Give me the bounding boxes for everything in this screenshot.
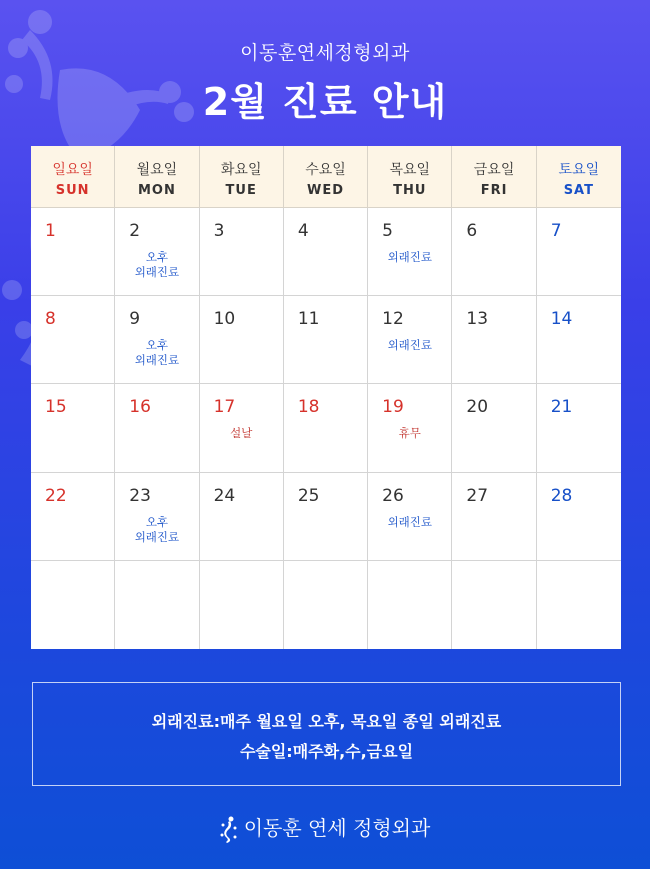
day-number: 6 — [466, 221, 478, 241]
day-number: 10 — [213, 309, 236, 330]
day-cell — [452, 473, 536, 561]
clinic-note: 오후 외래진료 — [134, 250, 180, 279]
day-number: 8 — [45, 309, 56, 330]
day-cell — [200, 473, 284, 561]
day-cell — [31, 296, 115, 384]
day-cell — [368, 208, 452, 296]
weekday-en: SUN — [55, 183, 90, 198]
day-number: 17 — [213, 397, 236, 418]
day-number: 25 — [297, 485, 320, 506]
day-number: 28 — [550, 485, 573, 506]
weekday-header-sat — [537, 146, 621, 208]
day-cell — [115, 561, 199, 649]
weekday-ko: 화요일 — [220, 162, 262, 178]
day-cell — [200, 384, 284, 472]
weekday-ko: 토요일 — [558, 162, 600, 178]
weekday-header-thu — [368, 146, 452, 208]
weekday-header-fri — [452, 146, 536, 208]
weekday-ko: 일요일 — [52, 162, 93, 178]
day-cell — [537, 473, 621, 561]
weekday-en: WED — [306, 183, 344, 198]
day-cell — [537, 384, 621, 472]
day-cell — [537, 561, 621, 649]
clinic-note: 외래진료 — [387, 250, 432, 264]
day-cell — [31, 561, 115, 649]
gecko-icon — [220, 816, 238, 844]
calendar-grid — [31, 146, 621, 649]
weekday-header-sun — [31, 146, 115, 208]
day-cell — [537, 208, 621, 296]
day-cell — [284, 208, 368, 296]
day-cell — [115, 208, 199, 296]
clinic-note: 오후 외래진료 — [134, 514, 180, 544]
weekday-ko: 목요일 — [389, 162, 431, 178]
schedule-info-box — [32, 682, 621, 786]
day-number: 16 — [129, 397, 151, 418]
day-number: 24 — [213, 485, 236, 506]
day-cell — [200, 296, 284, 384]
day-cell — [31, 208, 115, 296]
day-cell — [284, 473, 368, 561]
day-number: 21 — [550, 397, 573, 418]
day-number: 19 — [382, 397, 404, 418]
weekday-header-tue — [200, 146, 284, 208]
day-cell — [31, 384, 115, 472]
day-number: 4 — [297, 221, 309, 241]
surgery-info: 수술일:매주화,수,금요일 — [239, 742, 414, 761]
day-cell — [368, 561, 452, 649]
day-cell — [368, 384, 452, 472]
weekday-header-wed — [284, 146, 368, 208]
day-number: 3 — [213, 221, 225, 241]
day-cell — [115, 296, 199, 384]
day-number: 20 — [466, 397, 489, 418]
day-cell — [200, 208, 284, 296]
day-cell — [452, 296, 536, 384]
day-number: 26 — [382, 485, 404, 506]
day-number: 22 — [45, 485, 67, 506]
day-number: 9 — [129, 309, 141, 330]
day-cell — [115, 384, 199, 472]
day-number: 1 — [45, 221, 56, 241]
header — [0, 38, 650, 126]
weekday-ko: 금요일 — [473, 162, 515, 178]
day-number: 7 — [550, 221, 562, 241]
holiday-note: 설날 — [230, 426, 253, 441]
day-number: 2 — [129, 221, 141, 241]
weekday-en: SAT — [563, 183, 594, 198]
weekday-ko: 수요일 — [305, 162, 346, 178]
day-cell — [115, 473, 199, 561]
day-number: 12 — [382, 309, 404, 330]
day-cell — [284, 561, 368, 649]
weekday-ko: 월요일 — [136, 162, 178, 178]
day-cell — [284, 384, 368, 472]
clinic-name: 이동훈연세정형외과 — [240, 42, 410, 64]
clinic-note: 오후 외래진료 — [134, 338, 180, 368]
weekday-en: MON — [137, 183, 176, 198]
day-cell — [368, 473, 452, 561]
outpatient-info: 외래진료:매주 월요일 오후, 목요일 종일 외래진료 — [151, 712, 502, 731]
day-number: 5 — [382, 221, 393, 241]
day-cell — [537, 296, 621, 384]
clinic-note: 외래진료 — [387, 514, 432, 529]
clinic-note: 외래진료 — [387, 338, 432, 353]
day-number: 11 — [297, 309, 320, 330]
weekday-en: TUE — [225, 183, 257, 198]
day-cell — [452, 561, 536, 649]
footer — [0, 812, 650, 844]
day-cell — [452, 208, 536, 296]
day-number: 27 — [466, 485, 489, 506]
day-cell — [452, 384, 536, 472]
weekday-en: FRI — [480, 183, 508, 198]
footer-clinic-name: 이동훈 연세 정형외과 — [243, 816, 431, 840]
day-number: 14 — [550, 309, 573, 330]
day-cell — [368, 296, 452, 384]
holiday-note: 휴무 — [398, 426, 421, 441]
day-number: 18 — [297, 397, 320, 418]
day-number: 23 — [129, 485, 151, 506]
day-cell — [200, 561, 284, 649]
weekday-header-mon — [115, 146, 199, 208]
day-cell — [284, 296, 368, 384]
day-number: 15 — [45, 397, 67, 418]
page-title: 2월 진료 안내 — [202, 80, 448, 124]
day-number: 13 — [466, 309, 489, 330]
day-cell — [31, 473, 115, 561]
weekday-en: THU — [393, 183, 427, 198]
